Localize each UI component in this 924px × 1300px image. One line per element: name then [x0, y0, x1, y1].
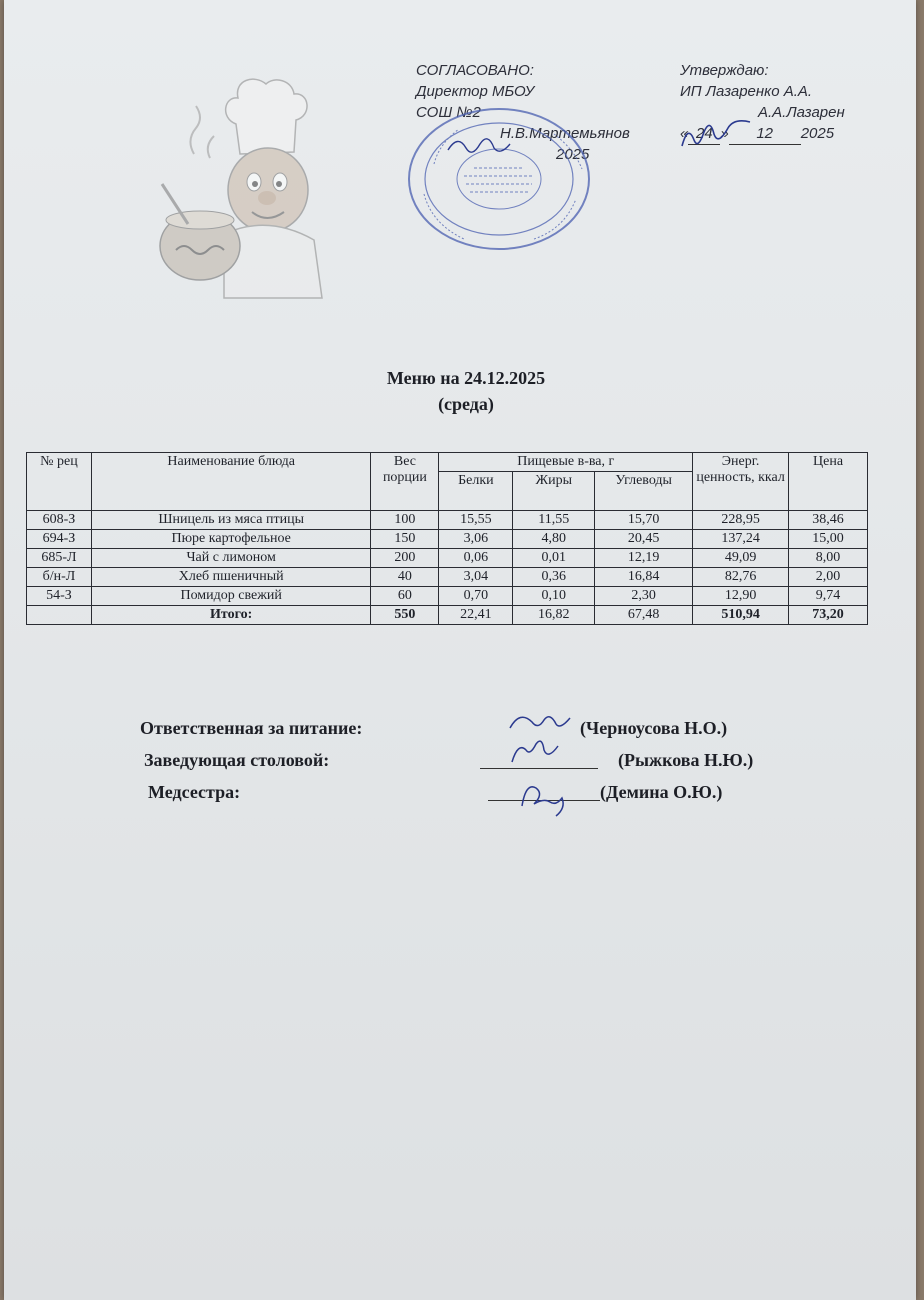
approval-heading: СОГЛАСОВАНО:: [416, 62, 534, 79]
cell-carbs: 20,45: [595, 530, 693, 549]
header-energy: Энерг. ценность, ккал: [693, 453, 789, 511]
approval-heading: Утверждаю:: [680, 62, 769, 79]
cell-carbs: 15,70: [595, 511, 693, 530]
table-row: [27, 530, 868, 549]
cell-name: Шницель из мяса птицы: [91, 511, 371, 530]
cell-price: 8,00: [789, 549, 868, 568]
cell-name: Хлеб пшеничный: [91, 568, 371, 587]
total-protein: 22,41: [439, 606, 513, 625]
table-row: [27, 511, 868, 530]
cell-fat: 0,01: [513, 549, 595, 568]
approval-line: СОШ №2: [416, 104, 481, 121]
signature-row: [140, 718, 840, 750]
cell-price: 38,46: [789, 511, 868, 530]
approval-line: ИП Лазаренко А.А.: [680, 83, 813, 100]
cell-name: Чай с лимоном: [91, 549, 371, 568]
signature-row: [148, 782, 848, 814]
header-name: Наименование блюда: [91, 453, 371, 511]
cell-rec: 54-З: [27, 587, 92, 606]
approval-signer: Н.В.Мартемьянов: [500, 125, 630, 142]
header-fat: Жиры: [513, 472, 595, 511]
signature-person: (Демина О.Ю.): [600, 782, 723, 802]
cell-rec: 685-Л: [27, 549, 92, 568]
cell-rec: 694-З: [27, 530, 92, 549]
table-row: [27, 587, 868, 606]
total-label: Итого:: [91, 606, 371, 625]
total-fat: 16,82: [513, 606, 595, 625]
signature-mark: [504, 738, 564, 772]
cell-fat: 0,10: [513, 587, 595, 606]
signature-role: Ответственная за питание:: [140, 718, 363, 738]
round-stamp: [404, 104, 594, 254]
cell-name: Пюре картофельное: [91, 530, 371, 549]
page-subtitle: (среда): [438, 394, 494, 414]
document-page: [4, 0, 916, 1300]
signature-row: [144, 750, 844, 782]
chef-illustration: [154, 74, 344, 302]
signatures-block: [140, 718, 840, 814]
table-row: [27, 549, 868, 568]
approval-signer: А.А.Лазарен: [758, 104, 845, 121]
cell-rec: 608-З: [27, 511, 92, 530]
approver-signature: [676, 116, 756, 160]
approval-date: « 24 » 12 2025: [680, 123, 845, 145]
table-total-row: [27, 606, 868, 625]
cell-protein: 15,55: [439, 511, 513, 530]
header-price: Цена: [789, 453, 868, 511]
total-carbs: 67,48: [595, 606, 693, 625]
header-protein: Белки: [439, 472, 513, 511]
cell-price: 9,74: [789, 587, 868, 606]
cell-protein: 3,06: [439, 530, 513, 549]
cell-carbs: 12,19: [595, 549, 693, 568]
date-year: 2025: [800, 125, 835, 142]
page-title: Меню на 24.12.2025: [386, 368, 546, 388]
cell-energy: 12,90: [693, 587, 789, 606]
menu-table: [26, 452, 868, 625]
cell-protein: 0,70: [439, 587, 513, 606]
cell-protein: 0,06: [439, 549, 513, 568]
cell-protein: 3,04: [439, 568, 513, 587]
total-energy: 510,94: [693, 606, 789, 625]
header-nutrients: Пищевые в-ва, г: [439, 453, 693, 472]
cell-price: 2,00: [789, 568, 868, 587]
signature-person: (Черноусова Н.О.): [580, 718, 728, 738]
table-row: [27, 568, 868, 587]
cell-weight: 200: [371, 549, 439, 568]
header-carbs: Углеводы: [595, 472, 693, 511]
approval-line: Директор МБОУ: [416, 83, 535, 100]
header-weight: Вес порции: [371, 453, 439, 511]
cell-carbs: 16,84: [595, 568, 693, 587]
approval-year: 2025: [556, 146, 590, 163]
cell-fat: 0,36: [513, 568, 595, 587]
header-rec: № рец: [27, 453, 92, 511]
director-signature: [444, 130, 514, 160]
cell-rec: б/н-Л: [27, 568, 92, 587]
signature-role: Заведующая столовой:: [144, 750, 330, 770]
cell-weight: 40: [371, 568, 439, 587]
signature-mark: [504, 708, 578, 742]
date-day: 24: [688, 123, 720, 145]
cell-price: 15,00: [789, 530, 868, 549]
cell-energy: 228,95: [693, 511, 789, 530]
cell-weight: 100: [371, 511, 439, 530]
cell-fat: 11,55: [513, 511, 595, 530]
signature-role: Медсестра:: [148, 782, 241, 802]
cell-energy: 49,09: [693, 549, 789, 568]
cell-weight: 150: [371, 530, 439, 549]
signature-mark: [514, 776, 584, 820]
date-month: 12: [729, 123, 801, 145]
cell-energy: 82,76: [693, 568, 789, 587]
cell-weight: 60: [371, 587, 439, 606]
cell-name: Помидор свежий: [91, 587, 371, 606]
total-weight: 550: [371, 606, 439, 625]
signature-person: (Рыжкова Н.Ю.): [618, 750, 754, 770]
cell-carbs: 2,30: [595, 587, 693, 606]
cell-energy: 137,24: [693, 530, 789, 549]
cell-fat: 4,80: [513, 530, 595, 549]
total-price: 73,20: [789, 606, 868, 625]
